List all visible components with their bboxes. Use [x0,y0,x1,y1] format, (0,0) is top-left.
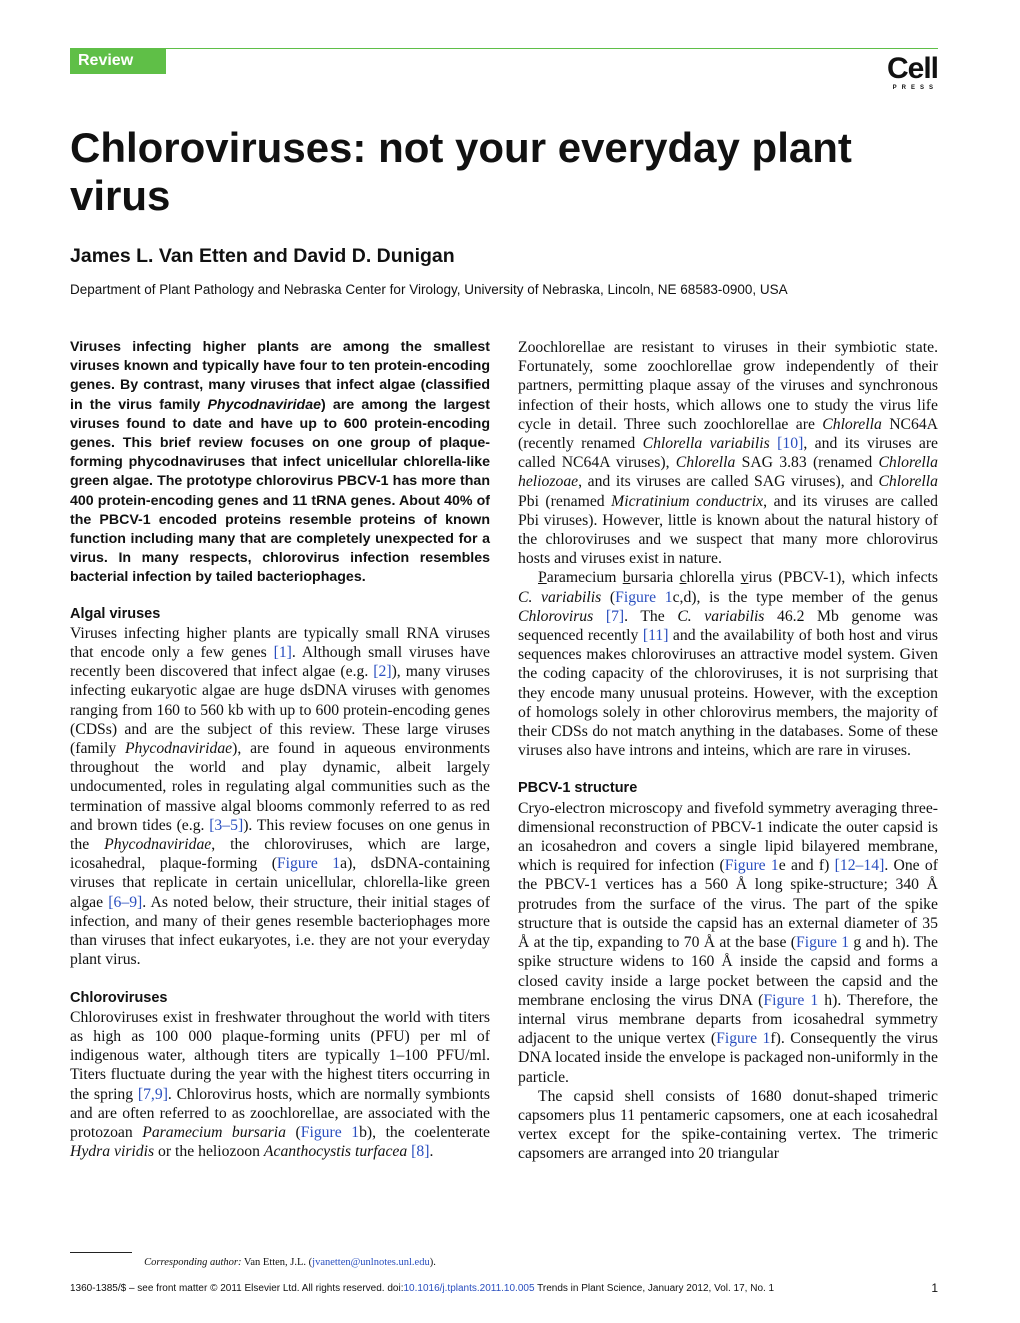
ref-link[interactable]: [8] [411,1143,430,1161]
ref-link[interactable]: [12–14] [834,857,885,875]
ref-link[interactable]: [7] [605,607,625,625]
right-column [518,338,938,1164]
logo-sub-text: PRESS [892,85,938,91]
page-number: 1 [931,1281,938,1295]
paragraph-chloroviruses: Chloroviruses exist in freshwater throughout the world with titers as high as 100 000 plaque-forming units (PFU) per ml of indigenous water, although titers are typically 1–100 PFU/ml. Titers fluctuate during the year with the highest titers occurring in the spring [7,9]. Chlorovirus hosts, which are normally symbionts and are often referred to as zoochlorellae, are associated with the protozoan Paramecium bursaria (Figure 1b), the coelenterate Hydra viridis or the heliozoon Acanthocystis turfacea [8]. [70,1008,491,1161]
corresponding-author-note: Corresponding author: Van Etten, J.L. (jvanetten@unlnotes.unl.edu). [144,1257,436,1268]
article-title: Chloroviruses: not your everyday plant virus [70,124,852,219]
page-footer: 1360-1385/$ – see front matter © 2011 Elsevier Ltd. All rights reserved. doi:10.1016/j.tplants.2011.10.005 Trends in Plant Science, January 2012, Vol. 17, No. 1 [70,1283,775,1294]
logo-main-text: Cell [886,52,938,85]
ref-link[interactable]: [6–9] [108,893,143,911]
figure-link[interactable]: Figure 1 [716,1030,771,1048]
paragraph-algal-viruses: Viruses infecting higher plants are typically small RNA viruses that encode only a few genes [1]. Although small viruses have recently been discovered that infect algae (e.g. [2]), many viruses infecting eukaryotic algae are huge dsDNA viruses with genomes ranging from 160 to 560 kb with up to 600 protein-encoding genes (CDSs) and are the subject of this review. These large viruses (family Phycodnaviridae), are found in aqueous environments throughout the world and play dynamic, albeit largely undocumented, roles in regulating algal communities such as the termination of massive algal blooms commonly referred to as red and brown tides (e.g. [3–5]). This review focuses on one genus in the Phycodnaviridae, the chloroviruses, which are large, icosahedral, plaque-forming (Figure 1a), dsDNA-containing viruses that replicate in certain unicellular, chlorella-like green algae [6–9]. As noted below, their structure, their initial stages of infection, and many of their genes resemble bacteriophages more than viruses that infect eukaryotes, i.e. they are not your everyday plant virus. [70,624,490,969]
figure-link[interactable]: Figure 1 [615,588,673,606]
heading-chloroviruses: Chloroviruses [70,989,168,1006]
ref-link[interactable]: [2] [373,663,392,681]
figure-link[interactable]: Figure 1 [763,991,819,1009]
heading-pbcv1-structure: PBCV-1 structure [518,780,638,797]
ref-link[interactable]: [1] [273,644,292,662]
ref-link[interactable]: [10] [777,435,804,453]
paragraph-pbcv1-intro: Paramecium bursaria chlorella virus (PBCV-1), which infects C. variabilis (Figure 1c,d), is the type member of the genus Chlorovirus [7]. The C. variabilis 46.2 Mb genome was sequenced recently [11] and the availability of both host and virus sequences makes chloroviruses an attractive model system. Given the coding capacity of the chloroviruses, it is not surprising that they encode many unusual proteins. However, with the exception of homologs solely in other chlorovirus members, the majority of their CDSs do not match anything in the databases. Some of these viruses also have introns and inteins, which are rare in viruses. [518,569,938,760]
figure-link[interactable]: Figure 1 [300,1123,360,1141]
ref-link[interactable]: [7,9] [137,1085,168,1103]
doi-link[interactable]: 10.1016/j.tplants.2011.10.005 [403,1283,535,1294]
heading-algal-viruses: Algal viruses [70,605,161,622]
email-link[interactable]: jvanetten@unlnotes.unl.edu [312,1257,430,1268]
footnote-rule [70,1252,132,1253]
ref-link[interactable]: [3–5] [209,816,244,834]
paragraph-zoochlorellae: Zoochlorellae are resistant to viruses in their symbiotic state. Fortunately, some zoochlorellae grow independently of their partners, permitting plaque assay of the viruses and synchronous infection of their hosts, which allows one to study the virus life cycle in detail. Three such zoochlorellae are Chlorella NC64A (recently renamed Chlorella variabilis [10], and its viruses are called NC64A viruses), Chlorella SAG 3.83 (renamed Chlorella heliozoae, and its viruses are called SAG viruses), and Chlorella Pbi (renamed Micratinium conductrix, and its viruses are called Pbi viruses). However, little is known about the natural history of the chloroviruses and we suspect that many more chlorovirus hosts and viruses exist in nature. [518,339,939,568]
left-column [70,338,490,1161]
abstract: Viruses infecting higher plants are among the smallest viruses known and typically have four to ten protein-encoding genes. By contrast, many viruses that infect algae (classified in the virus family Phycodnaviridae) are among the largest viruses found to date and have up to 600 protein-encoding genes. This brief review focuses on one group of plaque-forming phycodnaviruses that infect unicellular chlorella-like green algae. The prototype chlorovirus PBCV-1 has more than 400 protein-encoding genes and 11 tRNA genes. About 40% of the PBCV-1 encoded proteins resemble proteins of known function including many that are completely unexpected for a virus. In many respects, chlorovirus infection resembles bacterial infection by tailed bacteriophages. [70,339,490,586]
paragraph-capsid-shell: The capsid shell consists of 1680 donut-shaped trimeric capsomers plus 11 pentameric capsomers, one at each icosahedral vertex except for the spike-containing vertex. The trimeric capsomers are arranged into 20 triangular [518,1087,938,1163]
section-badge: Review [70,48,166,74]
figure-link[interactable]: Figure 1 [795,934,850,952]
header-rule [70,48,938,49]
publisher-logo [887,54,938,92]
affiliation: Department of Plant Pathology and Nebraska Center for Virology, University of Nebraska, Lincoln, NE 68583-0900, USA [70,282,788,297]
figure-link[interactable]: Figure 1 [276,855,341,873]
paragraph-pbcv1-structure: Cryo-electron microscopy and fivefold symmetry averaging three-dimensional reconstruction of PBCV-1 indicate the outer capsid is an icosahedron and covers a single lipid bilayered membrane, which is required for infection (Figure 1e and f) [12–14]. One of the PBCV-1 vertices has a 560 Å long spike-structure; 340 Å protrudes from the surface of the virus. The part of the spike structure that is outside the capsid has an external diameter of 35 Å at the tip, expanding to 70 Å at the base (Figure 1 g and h). The spike structure widens to 160 Å inside the capsid and forms a closed cavity inside a large pocket between the capsid and the membrane enclosing the virus DNA (Figure 1 h). Therefore, the internal virus membrane departs from icosahedral symmetry adjacent to the unique vertex (Figure 1f). Consequently the virus DNA located inside the envelope is packaged non-uniformly in the particle. [518,799,938,1086]
figure-link[interactable]: Figure 1 [724,857,779,875]
ref-link[interactable]: [11] [642,627,669,645]
author-list: James L. Van Etten and David D. Dunigan [70,245,455,267]
